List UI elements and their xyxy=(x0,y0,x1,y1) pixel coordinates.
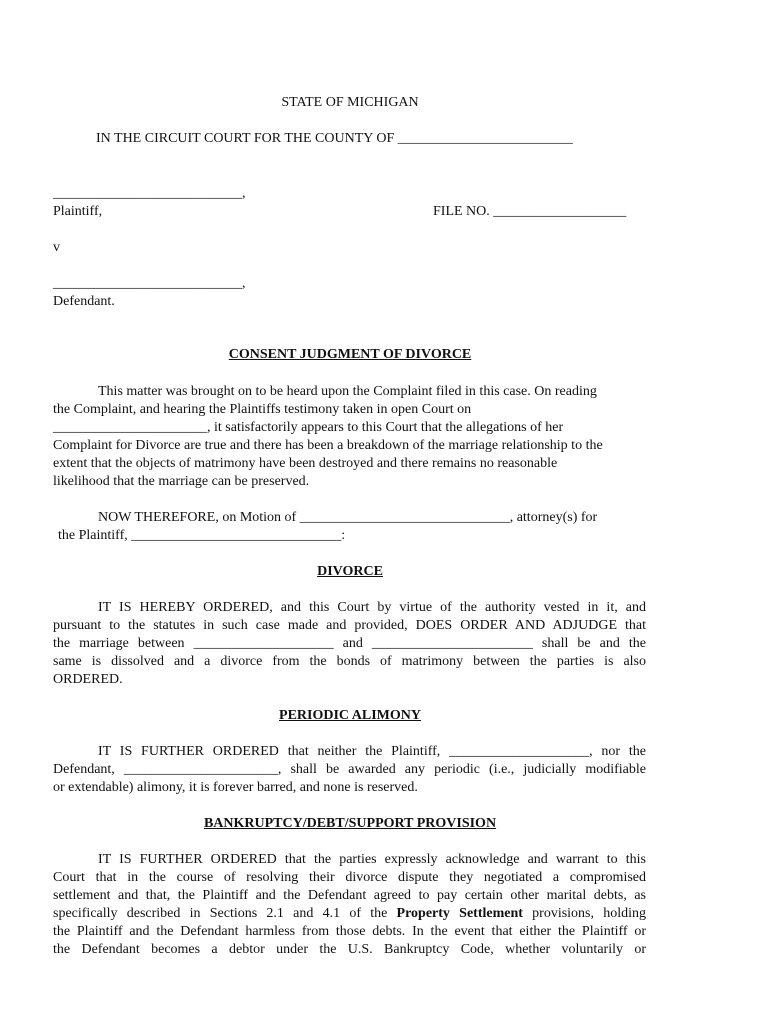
alimony-line: IT IS FURTHER ORDERED that neither the Plaintiff, ____________________, nor the xyxy=(98,744,646,759)
defendant-label: Defendant. xyxy=(53,294,115,309)
bankruptcy-line: settlement and that, the Plaintiff and the Defendant agreed to pay certain other marital debts, as xyxy=(53,888,646,903)
plaintiff-label: Plaintiff, xyxy=(53,204,103,219)
bankruptcy-line: IT IS FURTHER ORDERED that the parties expressly acknowledge and warrant to this xyxy=(98,852,646,867)
motion-line-2: the Plaintiff, ______________________________: xyxy=(58,528,346,543)
intro-line: Complaint for Divorce are true and there has been a breakdown of the marriage relationship to the xyxy=(53,438,603,453)
intro-line: ______________________, it satisfactorily appears to this Court that the allegations of her xyxy=(53,420,564,435)
property-settlement-term: Property Settlement xyxy=(396,906,523,921)
bankruptcy-line-text: provisions, holding xyxy=(522,906,646,921)
alimony-line: or extendable) alimony, it is forever barred, and none is reserved. xyxy=(53,780,418,795)
divorce-line: same is dissolved and a divorce from the bonds of matrimony between the parties is also xyxy=(53,654,646,669)
bankruptcy-line: the Defendant becomes a debtor under the U.S. Bankruptcy Code, whether voluntarily or xyxy=(53,942,646,957)
bankruptcy-line: the Plaintiff and the Defendant harmless from those debts. In the event that either the Plaintiff or xyxy=(53,924,646,939)
document-title: CONSENT JUDGMENT OF DIVORCE xyxy=(228,347,472,362)
motion-line-1: NOW THEREFORE, on Motion of ______________________________, attorney(s) for xyxy=(98,510,598,525)
alimony-line: Defendant, ______________________, shall be awarded any periodic (i.e., judicially modifiable xyxy=(53,762,646,777)
intro-paragraph xyxy=(53,383,646,491)
alimony-heading: PERIODIC ALIMONY xyxy=(279,708,421,723)
defendant-name-blank[interactable]: ___________________________, xyxy=(53,276,246,291)
plaintiff-name-blank[interactable]: ___________________________, xyxy=(53,186,246,201)
divorce-paragraph xyxy=(53,599,646,689)
bankruptcy-line xyxy=(53,905,646,923)
file-number-field[interactable]: FILE NO. ___________________ xyxy=(433,204,627,219)
versus-label: v xyxy=(53,240,60,255)
divorce-line: the marriage between ____________________ and _______________________ shall be and the xyxy=(53,636,646,651)
divorce-line: ORDERED. xyxy=(53,672,123,687)
divorce-heading: DIVORCE xyxy=(317,564,383,579)
bankruptcy-line: Court that in the course of resolving their divorce dispute they negotiated a compromised xyxy=(53,870,646,885)
divorce-line: pursuant to the statutes in such case made and provided, DOES ORDER AND ADJUDGE that xyxy=(53,618,646,633)
intro-line: extent that the objects of matrimony have been destroyed and there remains no reasonable xyxy=(53,456,558,471)
state-heading: STATE OF MICHIGAN xyxy=(281,95,419,110)
bankruptcy-line-text: specifically described in Sections 2.1 and 4.1 of the xyxy=(53,906,397,921)
court-heading: IN THE CIRCUIT COURT FOR THE COUNTY OF _________________________ xyxy=(96,131,573,146)
intro-line: the Complaint, and hearing the Plaintiffs testimony taken in open Court on xyxy=(53,402,472,417)
bankruptcy-paragraph xyxy=(53,851,646,959)
alimony-paragraph xyxy=(53,743,646,797)
bankruptcy-heading: BANKRUPTCY/DEBT/SUPPORT PROVISION xyxy=(203,816,497,831)
intro-line: likelihood that the marriage can be preserved. xyxy=(53,474,310,489)
intro-line: This matter was brought on to be heard upon the Complaint filed in this case. On reading xyxy=(98,384,597,399)
divorce-line: IT IS HEREBY ORDERED, and this Court by virtue of the authority vested in it, and xyxy=(98,600,646,615)
